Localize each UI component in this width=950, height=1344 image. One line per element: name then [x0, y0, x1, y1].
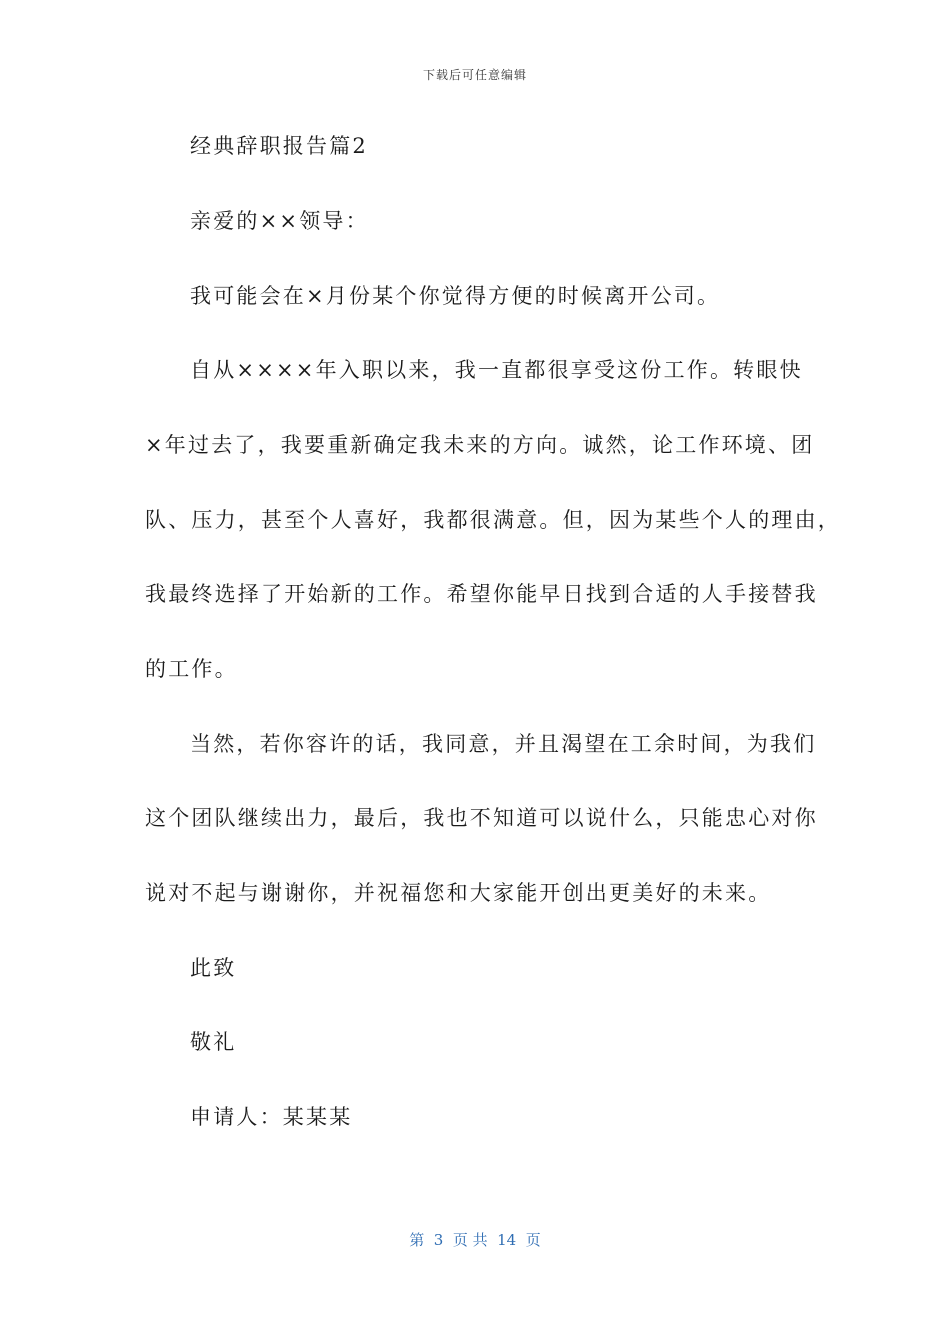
paragraph-2-line: 自从××××年入职以来，我一直都很享受这份工作。转眼快 [190, 358, 803, 382]
paragraph-2-line: 队、压力，甚至个人喜好，我都很满意。但，因为某些个人的理由， [145, 508, 841, 532]
paragraph-2-line: 的工作。 [145, 657, 238, 681]
document-title: 经典辞职报告篇2 [190, 134, 368, 158]
paragraph-3-line: 当然，若你容许的话，我同意，并且渴望在工余时间，为我们 [190, 732, 817, 756]
paragraph-1: 我可能会在×月份某个你觉得方便的时候离开公司。 [190, 284, 721, 308]
header-note: 下载后可任意编辑 [422, 68, 527, 82]
paragraph-2-line: 我最终选择了开始新的工作。希望你能早日找到合适的人手接替我 [145, 582, 818, 606]
paragraph-3-line: 说对不起与谢谢你，并祝福您和大家能开创出更美好的未来。 [145, 881, 772, 905]
paragraph-2-line: ×年过去了，我要重新确定我未来的方向。诚然，论工作环境、团 [145, 433, 815, 457]
paragraph-3-line: 这个团队继续出力，最后，我也不知道可以说什么，只能忠心对你 [145, 806, 818, 830]
closing-line-2: 敬礼 [190, 1030, 237, 1054]
page-number: 第 3 页 共 14 页 [409, 1231, 541, 1249]
salutation: 亲爱的××领导： [190, 209, 369, 233]
signature: 申请人：某某某 [190, 1105, 353, 1129]
closing-line-1: 此致 [190, 956, 237, 980]
